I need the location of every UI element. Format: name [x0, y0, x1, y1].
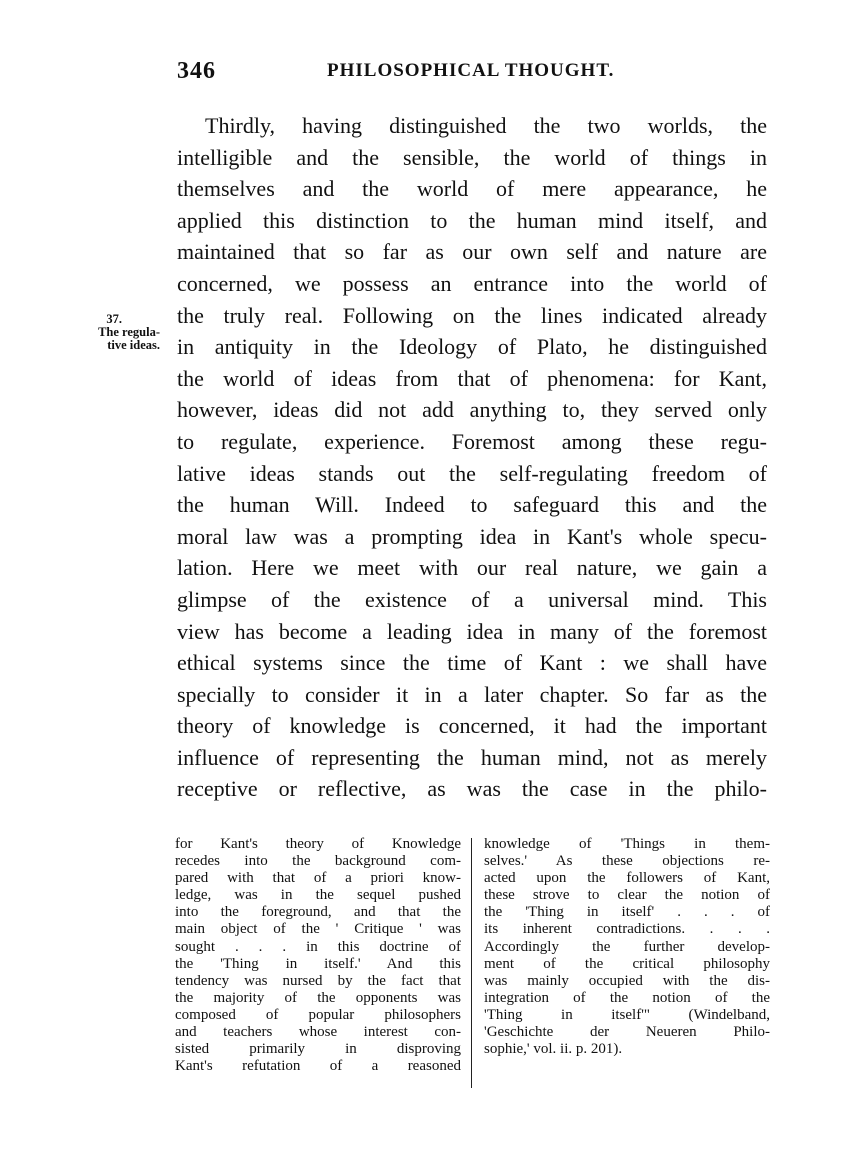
body-line: receptive or reflective, as was the case in the philo- [177, 776, 767, 802]
running-title: PHILOSOPHICAL THOUGHT. [327, 60, 615, 81]
footnote-column-left [175, 836, 461, 1075]
footnote-line: tendency was nursed by the fact that [175, 972, 461, 989]
body-line: intelligible and the sensible, the world of things in [177, 144, 767, 170]
footnote-line: acted upon the followers of Kant, [484, 870, 770, 887]
footnote-line: sophie,' vol. ii. p. 201). [484, 1041, 623, 1058]
body-line: glimpse of the existence of a universal mind. This [177, 586, 767, 612]
footnote-line: sought . . . in this doctrine of [175, 938, 461, 955]
body-text [177, 110, 767, 805]
footnote-line: was mainly occupied with the dis- [484, 972, 770, 989]
footnote-line: Accordingly the further develop- [484, 938, 770, 955]
footnotes [175, 836, 770, 1086]
body-line: in antiquity in the Ideology of Plato, he distinguished [177, 334, 767, 360]
body-line: view has become a leading idea in many of the foremost [177, 618, 767, 644]
footnote-line: 'Geschichte der Neueren Philo- [484, 1024, 770, 1041]
footnote-line: ment of the critical philosophy [484, 955, 770, 972]
body-line: moral law was a prompting idea in Kant's whole specu- [177, 523, 767, 549]
footnote-line: main object of the ' Critique ' was [175, 921, 461, 938]
footnote-line: and teachers whose interest con- [175, 1024, 461, 1041]
footnote-line: these strove to clear the notion of [484, 887, 770, 904]
footnote-line: for Kant's theory of Knowledge [175, 836, 461, 852]
body-line: the human Will. Indeed to safeguard this and the [177, 492, 767, 518]
footnote-line: ledge, was in the sequel pushed [175, 887, 461, 904]
footnote-line: its inherent contradictions. . . . [484, 921, 770, 938]
body-line: to regulate, experience. Foremost among these regu- [177, 428, 767, 454]
body-line: specially to consider it in a later chapter. So far as the [177, 681, 767, 707]
margin-note [60, 313, 160, 352]
footnote-line: the majority of the opponents was [175, 989, 461, 1006]
body-line: concerned, we possess an entrance into the world of [177, 270, 767, 296]
footnote-line: the 'Thing in itself' . . . of [484, 904, 770, 921]
margin-note-line: tive ideas. [107, 338, 160, 352]
footnote-line: sisted primarily in disproving [175, 1041, 461, 1058]
footnote-line: recedes into the background com- [175, 853, 461, 870]
body-line: maintained that so far as our own self and nature are [177, 239, 767, 265]
body-line: however, ideas did not add anything to, they served only [177, 397, 767, 423]
body-line: Thirdly, having distinguished the two worlds, the [205, 113, 767, 138]
body-line: applied this distinction to the human mind itself, and [177, 207, 767, 233]
body-line: lation. Here we meet with our real nature, we gain a [177, 555, 767, 581]
footnote-line: selves.' As these objections re- [484, 853, 770, 870]
footnote-line: Kant's refutation of a reasoned [175, 1058, 461, 1075]
footnote-line: pared with that of a priori know- [175, 870, 461, 887]
body-line: themselves and the world of mere appearance, he [177, 176, 767, 202]
body-line: theory of knowledge is concerned, it had the important [177, 713, 767, 739]
body-line: the world of ideas from that of phenomena: for Kant, [177, 365, 767, 391]
page-header [177, 58, 767, 88]
footnote-line: into the foreground, and that the [175, 904, 461, 921]
margin-note-number: 37. [106, 312, 122, 326]
page-number: 346 [177, 58, 216, 84]
footnote-line: 'Thing in itself'" (Windelband, [484, 1006, 770, 1023]
body-line: lative ideas stands out the self-regulating freedom of [177, 460, 767, 486]
footnote-line: knowledge of 'Things in them- [484, 836, 770, 852]
footnote-divider [471, 838, 472, 1088]
body-line: the truly real. Following on the lines indicated already [177, 302, 767, 328]
footnote-line: integration of the notion of the [484, 989, 770, 1006]
footnote-line: composed of popular philosophers [175, 1006, 461, 1023]
margin-note-line: The regula- [98, 325, 160, 339]
body-line: ethical systems since the time of Kant : we shall have [177, 650, 767, 676]
footnote-column-right [484, 836, 770, 1058]
footnote-line: the 'Thing in itself.' And this [175, 955, 461, 972]
body-line: influence of representing the human mind, not as merely [177, 744, 767, 770]
